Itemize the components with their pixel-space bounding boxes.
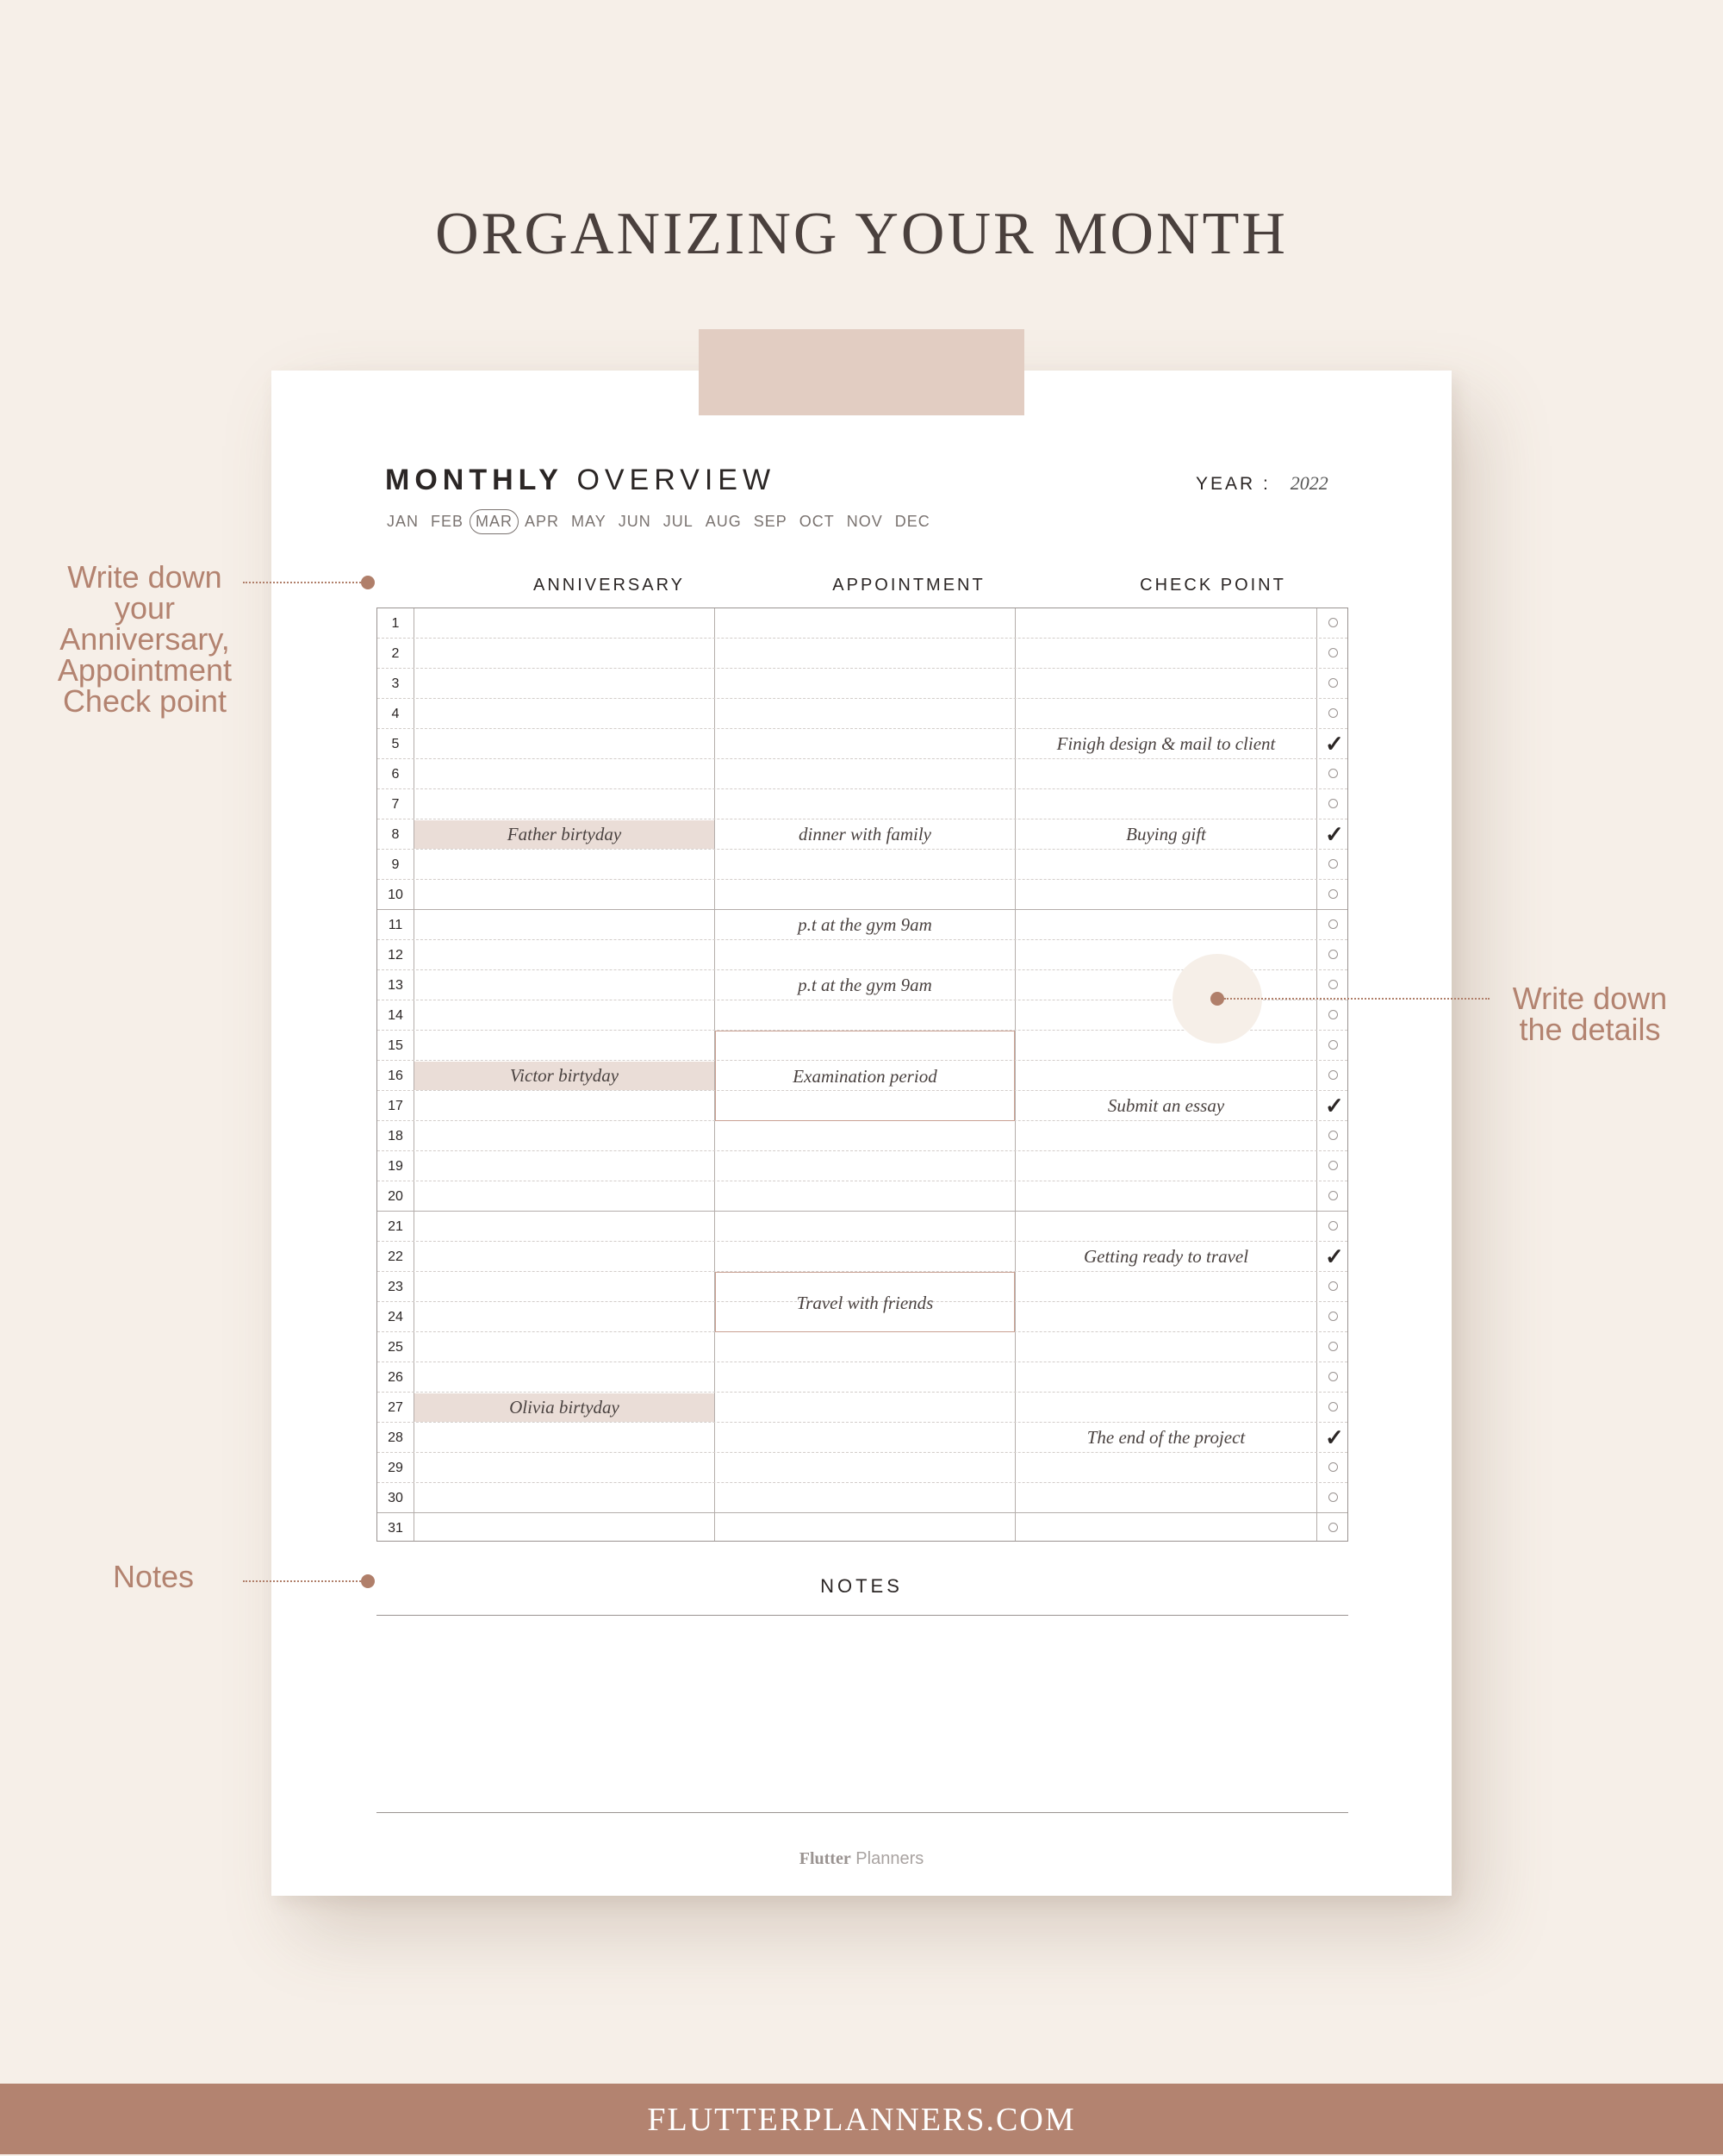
day-number: 5 [391,737,400,751]
notes-top-line [376,1615,1348,1616]
month-dec[interactable]: DEC [894,513,930,530]
checkbox-circle[interactable] [1328,980,1338,989]
checkbox-circle[interactable] [1328,1070,1338,1080]
day-number: 7 [391,797,400,812]
checkbox-circle[interactable] [1328,799,1338,808]
checkmark-icon[interactable]: ✓ [1325,1093,1344,1119]
day-number: 26 [388,1370,403,1385]
day-number: 17 [388,1099,403,1113]
month-feb[interactable]: FEB [431,513,464,530]
notes-title: NOTES [820,1575,903,1597]
annotation-columns-dot [361,576,375,589]
appointment-range-box[interactable] [715,1031,1015,1121]
day-row-5[interactable] [377,729,1347,759]
day-number: 12 [388,948,403,963]
checkbox-circle[interactable] [1328,1523,1338,1532]
day-row-9[interactable] [377,850,1347,880]
checkpoint-entry[interactable]: Getting ready to travel [1083,1246,1249,1267]
brand-light: Planners [855,1849,924,1868]
month-jul[interactable]: JUL [662,513,694,530]
day-number: 4 [391,707,400,721]
day-row-11[interactable] [377,910,1347,940]
day-row-31[interactable] [377,1513,1347,1543]
checkbox-circle[interactable] [1328,1312,1338,1321]
checkbox-circle[interactable] [1328,1131,1338,1140]
day-row-25[interactable] [377,1332,1347,1362]
annotation-columns: Write down your Anniversary, Appointment Check point [57,559,233,719]
anniversary-entry[interactable]: Father birtyday [507,824,622,844]
day-row-19[interactable] [377,1151,1347,1181]
checkbox-circle[interactable] [1328,1161,1338,1170]
month-may[interactable]: MAY [571,513,606,530]
day-number: 28 [388,1430,403,1445]
checkbox-circle[interactable] [1328,1402,1338,1411]
day-number: 21 [388,1219,403,1234]
planner-title-bold: MONTHLY [385,464,563,496]
day-row-21[interactable] [377,1212,1347,1242]
day-number: 10 [388,888,403,902]
column-header-anniversary-label: ANNIVERSARY [532,576,685,595]
checkpoint-entry[interactable]: Submit an essay [1107,1095,1225,1116]
checkpoint-entry[interactable]: Buying gift [1126,824,1206,844]
appointment-range-label: Examination period [793,1066,937,1087]
day-row-4[interactable] [377,699,1347,729]
appointment-entry[interactable]: p.t at the gym 9am [798,914,932,935]
checkmark-icon[interactable]: ✓ [1325,731,1344,757]
year-field [1196,472,1328,495]
annotation-details-leader [1224,998,1490,1000]
appointment-entry[interactable]: p.t at the gym 9am [798,975,932,995]
appointment-range-label: Travel with friends [796,1292,934,1313]
day-number: 15 [388,1038,403,1053]
day-number: 13 [388,978,403,993]
day-row-10[interactable] [377,880,1347,910]
day-number: 24 [388,1310,403,1324]
month-apr[interactable]: APR [525,513,560,530]
day-number: 19 [388,1159,403,1174]
annotation-columns-leader [243,582,364,583]
monthly-grid [376,608,1348,1542]
notes-bottom-line [376,1812,1348,1813]
month-nov[interactable]: NOV [846,513,883,530]
checkbox-circle[interactable] [1328,1281,1338,1291]
checkbox-circle[interactable] [1328,950,1338,959]
day-row-26[interactable] [377,1362,1347,1393]
checkbox-circle[interactable] [1328,648,1338,657]
brand-logo [271,1849,1452,1869]
day-number: 3 [391,676,400,691]
day-row-28[interactable] [377,1423,1347,1453]
checkbox-circle[interactable] [1328,1372,1338,1381]
checkbox-circle[interactable] [1328,1462,1338,1472]
year-value: 2022 [1290,472,1328,494]
appointment-range-box[interactable] [715,1272,1015,1332]
checkbox-circle[interactable] [1328,1492,1338,1502]
day-row-1[interactable] [377,608,1347,639]
checkbox-circle[interactable] [1328,859,1338,869]
annotation-notes-leader [243,1580,364,1582]
checkbox-circle[interactable] [1328,1342,1338,1351]
month-sep[interactable]: SEP [753,513,787,530]
checkbox-circle[interactable] [1328,1040,1338,1050]
month-aug[interactable]: AUG [705,513,742,530]
day-number: 31 [388,1521,403,1536]
checkbox-circle[interactable] [1328,889,1338,899]
day-row-30[interactable] [377,1483,1347,1513]
day-row-8[interactable] [377,819,1347,850]
day-number: 25 [388,1340,403,1355]
day-number: 6 [391,767,400,782]
day-row-22[interactable] [377,1242,1347,1272]
column-header-appointment-label: APPOINTMENT [832,576,986,595]
planner-title-light: OVERVIEW [576,464,776,496]
month-oct[interactable]: OCT [799,513,835,530]
annotation-notes: Notes [112,1559,195,1594]
checkbox-circle[interactable] [1328,618,1338,627]
day-number: 16 [388,1069,403,1083]
annotation-notes-dot [361,1574,375,1588]
day-row-3[interactable] [377,669,1347,699]
notes-area[interactable] [376,1617,1348,1811]
annotation-details: Write down the details [1512,981,1668,1047]
day-number: 29 [388,1461,403,1475]
month-jan[interactable]: JAN [387,513,420,530]
checkbox-circle[interactable] [1328,1191,1338,1200]
day-number: 23 [388,1280,403,1294]
day-number: 1 [391,616,400,631]
column-header-checkpoint-label: CHECK POINT [1140,576,1286,595]
checkbox-circle[interactable] [1328,769,1338,778]
day-number: 14 [388,1008,403,1023]
checkbox-circle[interactable] [1328,708,1338,718]
day-row-7[interactable] [377,789,1347,819]
anniversary-entry[interactable]: Victor birtyday [509,1065,619,1086]
day-number: 9 [391,857,400,872]
day-row-29[interactable] [377,1453,1347,1483]
day-number: 27 [388,1400,403,1415]
day-number: 11 [388,918,403,932]
month-selector [387,513,936,534]
checkpoint-entry[interactable]: The end of the project [1086,1427,1246,1448]
year-label: YEAR : [1196,474,1271,494]
checkmark-icon[interactable]: ✓ [1325,821,1344,847]
planner-sheet [271,371,1452,1896]
month-mar[interactable]: MAR [470,509,519,534]
checkmark-icon[interactable]: ✓ [1325,1424,1344,1450]
tape-decoration [699,329,1024,415]
footer-website[interactable]: FLUTTERPLANNERS.COM [0,2084,1723,2154]
annotation-details-dot [1210,992,1224,1006]
checkbox-circle[interactable] [1328,919,1338,929]
checkbox-circle[interactable] [1328,1010,1338,1019]
checkpoint-entry[interactable]: Finigh design & mail to client [1056,733,1276,754]
planner-title [385,464,775,497]
day-number: 20 [388,1189,403,1204]
day-row-27[interactable] [377,1393,1347,1423]
appointment-entry[interactable]: dinner with family [799,824,931,844]
day-number: 18 [388,1129,403,1143]
day-number: 8 [391,827,400,842]
brand-bold: Flutter [799,1849,851,1868]
day-number: 30 [388,1491,403,1505]
checkmark-icon[interactable]: ✓ [1325,1243,1344,1269]
page-headline: ORGANIZING YOUR MONTH [435,201,1288,267]
day-row-20[interactable] [377,1181,1347,1212]
day-row-18[interactable] [377,1121,1347,1151]
month-jun[interactable]: JUN [618,513,651,530]
day-row-2[interactable] [377,639,1347,669]
day-row-6[interactable] [377,759,1347,789]
anniversary-entry[interactable]: Olivia birtyday [509,1397,619,1418]
checkbox-circle[interactable] [1328,1221,1338,1231]
checkbox-circle[interactable] [1328,678,1338,688]
day-number: 2 [391,646,400,661]
day-number: 22 [388,1249,403,1264]
